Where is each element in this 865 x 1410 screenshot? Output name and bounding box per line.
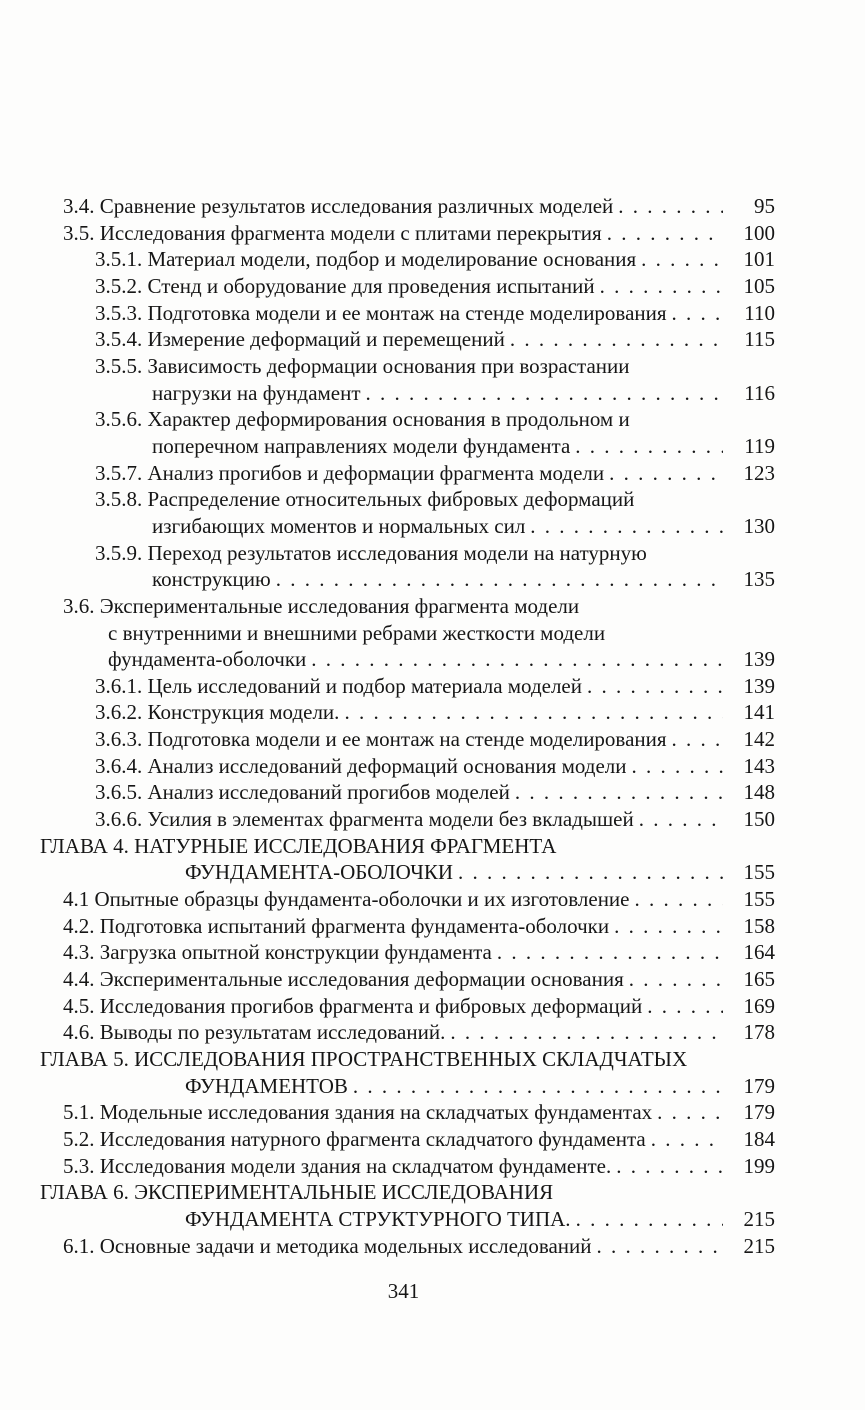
dot-leader [618,193,723,220]
dot-leader [597,1233,723,1260]
toc-line [95,406,775,433]
toc-chapter-text: ГЛАВА 6. ЭКСПЕРИМЕНТАЛЬНЫЕ ИССЛЕДОВАНИЯ [40,1180,554,1205]
dot-leader [353,1073,723,1100]
dot-leader [458,859,723,886]
toc-line-continuation [108,620,775,647]
toc-entry-text: 3.5.4. Измерение деформаций и перемещений [95,327,505,352]
toc-page-number: 150 [743,807,775,832]
toc-chapter-continuation [185,1206,775,1233]
toc-page-number: 135 [743,567,775,592]
toc-page-number: 184 [743,1126,775,1151]
dot-leader [600,273,723,300]
toc-entry-text: 3.5.6. Характер деформирования основания в продольном и [95,407,630,432]
dot-leader [276,566,723,593]
toc-entry-text: 4.4. Экспериментальные исследования деформации основания [63,967,624,992]
toc-line [95,779,775,806]
dot-leader [672,726,723,753]
toc-line [95,699,775,726]
toc-page-number: 139 [743,673,775,698]
toc-line [63,1153,775,1180]
toc-page-number: 199 [743,1153,775,1178]
dot-leader [651,1126,723,1153]
toc-line [63,913,775,940]
dot-leader [497,939,723,966]
dot-leader [607,220,723,247]
toc-entry-text: конструкцию [152,567,271,592]
toc-line [95,246,775,273]
toc-line [63,1019,775,1046]
toc-chapter-text: ГЛАВА 5. ИССЛЕДОВАНИЯ ПРОСТРАНСТВЕННЫХ СКЛАДЧАТЫХ [40,1047,688,1071]
dot-leader [657,1099,723,1126]
dot-leader [639,806,723,833]
toc-chapter-text: ФУНДАМЕНТА-ОБОЛОЧКИ [185,860,454,885]
toc-entry-text: 3.5.2. Стенд и оборудование для проведения испытаний [95,273,595,298]
dot-leader [641,246,723,273]
toc-chapter-line [40,833,775,860]
toc-entry-text: 3.5.7. Анализ прогибов и деформации фрагмента модели [95,460,605,485]
toc-line-continuation [152,433,775,460]
toc-page-number: 110 [744,300,775,325]
toc-page-number: 179 [743,1100,775,1125]
toc-page-number: 139 [743,647,775,672]
toc-line-continuation [152,566,775,593]
toc-entry-text: 3.6.6. Усилия в элементах фрагмента модели без вкладышей [95,807,634,832]
dot-leader [344,699,723,726]
toc-page-number: 116 [744,380,775,405]
toc-entry-text: 4.2. Подготовка испытаний фрагмента фундамента-оболочки [63,913,610,938]
toc-chapter-continuation [185,859,775,886]
toc-line-continuation [152,513,775,540]
toc-line [63,993,775,1020]
toc-page-number: 155 [743,887,775,912]
toc-line-continuation [108,646,775,673]
toc-entry-text: изгибающих моментов и нормальных сил [152,513,526,538]
toc-line [63,886,775,913]
toc-entry-text: 3.4. Сравнение результатов исследования различных моделей [63,194,614,218]
toc-line [95,300,775,327]
toc-page-number: 155 [743,860,775,885]
toc-page-number: 165 [743,967,775,992]
toc-entry-text: 3.5.1. Материал модели, подбор и моделирование основания [95,247,637,272]
toc-line [63,966,775,993]
toc-line [63,193,775,220]
toc-page-number: 215 [743,1233,775,1258]
toc-line [63,593,775,620]
toc-entry-text: 3.5. Исследования фрагмента модели с плитами перекрытия [63,220,602,245]
toc-entry-text: 5.1. Модельные исследования здания на складчатых фундаментах [63,1100,653,1125]
toc-line [95,273,775,300]
dot-leader [510,326,723,353]
dot-leader [530,513,723,540]
dot-leader [614,913,723,940]
toc-line [95,460,775,487]
toc-line [95,673,775,700]
toc-chapter-text: ФУНДАМЕНТОВ [185,1073,348,1098]
toc-page-number: 100 [743,220,775,245]
toc-page-number: 178 [743,1020,775,1045]
toc-line [63,220,775,247]
toc-page-number: 164 [743,940,775,965]
folio-page-number: 341 [387,1279,420,1303]
dot-leader [672,300,723,327]
toc-page-number: 115 [744,327,775,352]
toc-entry-text: с внутренними и внешними ребрами жесткости модели [108,620,606,645]
toc-page-number: 119 [744,433,775,458]
dot-leader [515,779,723,806]
dot-leader [635,886,724,913]
toc-entry-text: 3.6.5. Анализ исследований прогибов моделей [95,780,510,805]
toc-page-number: 95 [754,194,775,218]
toc-page-number: 142 [743,727,775,752]
toc-chapter-continuation [185,1073,775,1100]
dot-leader [366,380,723,407]
dot-leader [587,673,723,700]
toc-entry-text: 3.6.4. Анализ исследований деформаций основания модели [95,753,627,778]
toc-page-number: 105 [743,273,775,298]
toc-entry-text: 3.5.9. Переход результатов исследования модели на натурную [95,540,647,565]
toc-chapter-line [40,1179,775,1206]
dot-leader [311,646,723,673]
table-of-contents [0,193,775,1259]
toc-entry-text: 3.5.8. Распределение относительных фибровых деформаций [95,487,635,512]
toc-line [95,353,775,380]
dot-leader [450,1019,723,1046]
toc-line [63,1233,775,1260]
toc-line [63,1099,775,1126]
toc-line [95,540,775,567]
toc-line [63,939,775,966]
toc-entry-text: 4.3. Загрузка опытной конструкции фундамента [63,940,492,965]
toc-page-number: 148 [743,780,775,805]
dot-leader [575,433,723,460]
toc-line [95,326,775,353]
toc-page-number: 143 [743,753,775,778]
toc-entry-text: 3.6. Экспериментальные исследования фрагмента модели [63,593,580,618]
toc-line [95,726,775,753]
toc-entry-text: поперечном направлениях модели фундамента [152,433,571,458]
toc-entry-text: 4.6. Выводы по результатам исследований. [63,1020,446,1045]
toc-entry-text: фундамента-оболочки [108,647,307,672]
toc-entry-text: 3.6.2. Конструкция модели. [95,700,340,725]
toc-page-number: 158 [743,913,775,938]
toc-page-number: 123 [743,460,775,485]
toc-entry-text: 3.5.5. Зависимость деформации основания при возрастании [95,353,630,378]
toc-chapter-text: ГЛАВА 4. НАТУРНЫЕ ИССЛЕДОВАНИЯ ФРАГМЕНТА [40,833,557,858]
dot-leader [647,993,723,1020]
toc-entry-text: 6.1. Основные задачи и методика модельных исследований [63,1233,592,1258]
toc-entry-text: 3.6.3. Подготовка модели и ее монтаж на стенде моделирования [95,727,667,752]
toc-entry-text: 3.6.1. Цель исследований и подбор материала моделей [95,673,582,698]
toc-page-number: 215 [743,1206,775,1231]
toc-line-continuation [152,380,775,407]
toc-entry-text: нагрузки на фундамент [152,380,361,405]
dot-leader [576,1206,723,1233]
toc-page-number: 169 [743,993,775,1018]
toc-entry-text: 4.5. Исследования прогибов фрагмента и фибровых деформаций [63,993,643,1018]
dot-leader [616,1153,723,1180]
toc-entry-text: 3.5.3. Подготовка модели и ее монтаж на стенде моделирования [95,300,667,325]
toc-entry-text: 5.3. Исследования модели здания на складчатом фундаменте. [63,1153,612,1178]
toc-page-number: 141 [743,700,775,725]
toc-entry-text: 4.1 Опытные образцы фундамента-оболочки и их изготовление [63,887,630,912]
toc-chapter-line [40,1046,775,1073]
toc-page-number: 101 [743,247,775,272]
toc-entry-text: 5.2. Исследования натурного фрагмента складчатого фундамента [63,1126,646,1151]
toc-page-number: 179 [743,1073,775,1098]
dot-leader [629,966,723,993]
toc-line [63,1126,775,1153]
toc-line [95,753,775,780]
dot-leader [609,460,723,487]
toc-page-number: 130 [743,513,775,538]
toc-line [95,486,775,513]
toc-line [95,806,775,833]
toc-chapter-text: ФУНДАМЕНТА СТРУКТУРНОГО ТИПА. [185,1206,571,1231]
dot-leader [632,753,723,780]
